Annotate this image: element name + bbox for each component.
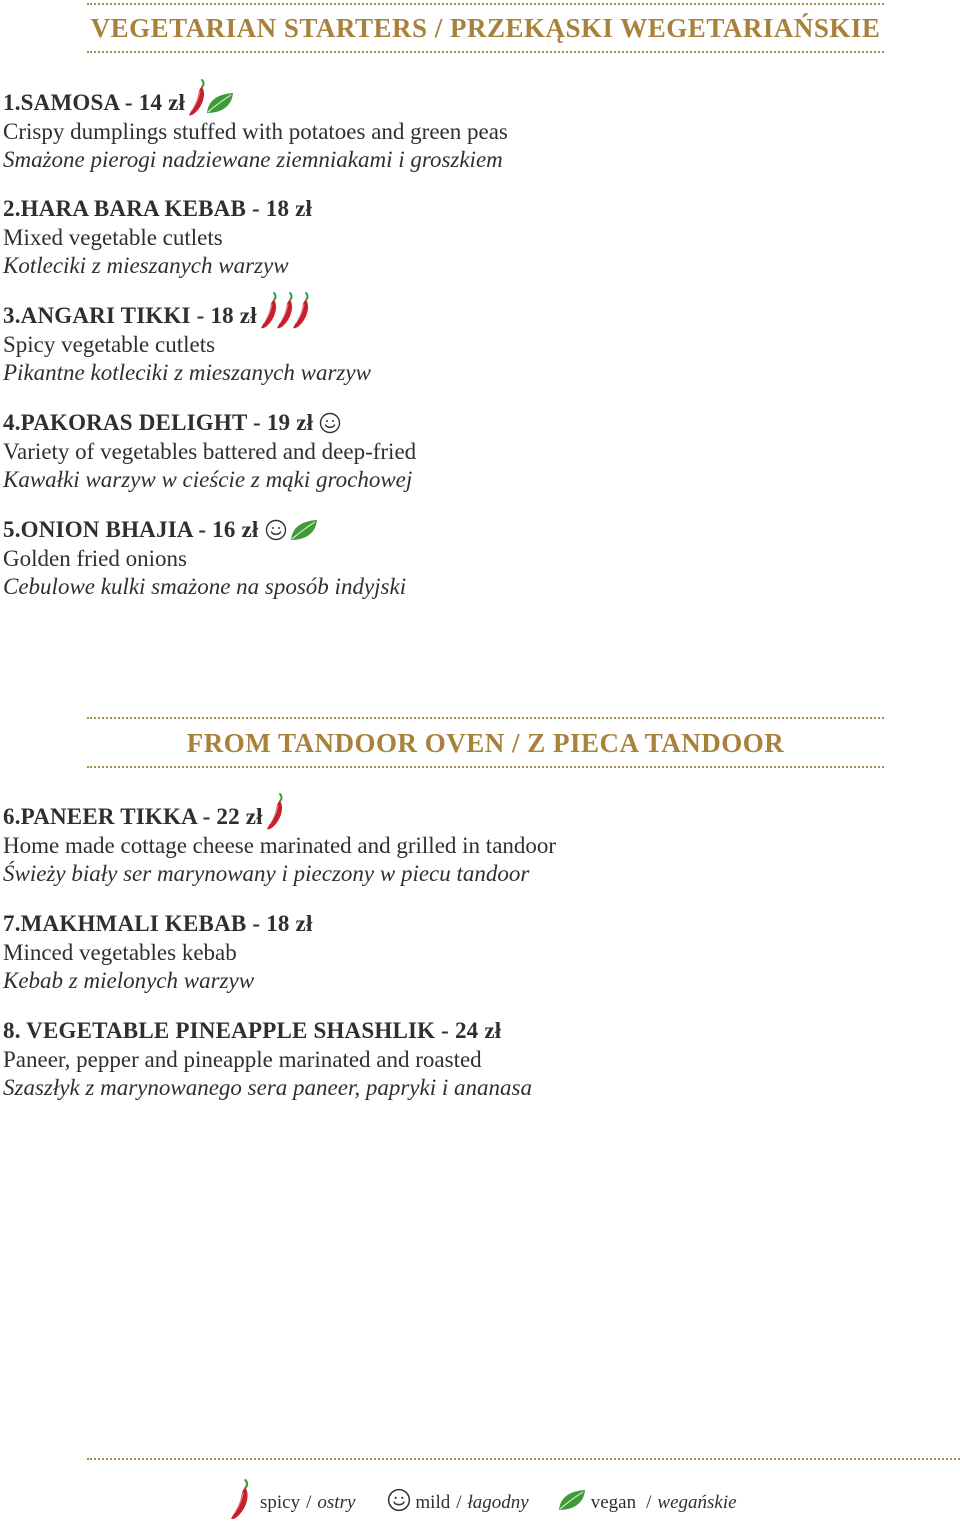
- menu-item: [3, 802, 556, 888]
- chili-icon: [265, 792, 287, 832]
- section-divider: [87, 51, 884, 53]
- menu-item-name: 4.PAKORAS DELIGHT - 19 zł: [3, 410, 314, 435]
- menu-item: [3, 194, 312, 280]
- legend-spicy-pl: ostry: [317, 1492, 356, 1513]
- menu-item-description-en: Minced vegetables kebab: [3, 940, 237, 965]
- menu-item-name-row: [3, 88, 508, 118]
- legend-spicy: [228, 1478, 355, 1528]
- menu-item: [3, 408, 416, 494]
- menu-item-name: 8. VEGETABLE PINEAPPLE SHASHLIK - 24 zł: [3, 1018, 502, 1043]
- menu-item-description-en: Mixed vegetable cutlets: [3, 225, 223, 250]
- section-title-tandoor-oven: FROM TANDOOR OVEN / Z PIECA TANDOOR: [186, 728, 785, 758]
- menu-item-description-en: Variety of vegetables battered and deep-fried: [3, 439, 417, 464]
- legend-divider: [87, 1458, 960, 1460]
- menu-item-description-pl: Kotleciki z mieszanych warzyw: [3, 253, 289, 278]
- legend-mild-en: mild: [415, 1492, 451, 1513]
- legend-mild-pl: łagodny: [467, 1492, 529, 1513]
- legend-vegan-en: vegan: [590, 1492, 637, 1513]
- menu-item-description-pl: Pikantne kotleciki z mieszanych warzyw: [3, 360, 371, 385]
- leaf-icon: [205, 91, 235, 115]
- legend-separator: /: [646, 1492, 652, 1513]
- legend-separator: /: [456, 1492, 462, 1513]
- menu-item-description-pl: Cebulowe kulki smażone na sposób indyjski: [3, 574, 407, 599]
- menu-item-description-en: Home made cottage cheese marinated and grilled in tandoor: [3, 833, 557, 858]
- chili-icon: [228, 1478, 254, 1528]
- section-divider: [87, 766, 884, 768]
- menu-item-name-row: [3, 408, 416, 438]
- legend: [228, 1478, 737, 1528]
- menu-item-icons: [315, 408, 341, 438]
- menu-item: [3, 909, 313, 995]
- section-divider: [87, 3, 884, 5]
- menu-item: [3, 1016, 532, 1102]
- legend-separator: /: [306, 1492, 312, 1513]
- section-title-vegetarian-starters: VEGETARIAN STARTERS / PRZEKĄSKI WEGETARIAŃSKIE: [90, 13, 881, 43]
- menu-item-description-pl: Świeży biały ser marynowany i pieczony w piecu tandoor: [3, 861, 530, 886]
- menu-item-name: 7.MAKHMALI KEBAB - 18 zł: [3, 911, 313, 936]
- menu-item-description-en: Golden fried onions: [3, 546, 187, 571]
- menu-item: [3, 88, 508, 174]
- menu-item-icons: [259, 301, 307, 331]
- menu-item-description-pl: Kawałki warzyw w cieście z mąki grochowej: [3, 467, 413, 492]
- leaf-icon: [289, 518, 319, 542]
- menu-item-name: 5.ONION BHAJIA - 16 zł: [3, 517, 259, 542]
- menu-item-name-row: [3, 194, 312, 224]
- menu-item-description-en: Crispy dumplings stuffed with potatoes and green peas: [3, 119, 508, 144]
- menu-item-name-row: [3, 802, 556, 832]
- menu-item-description-en: Spicy vegetable cutlets: [3, 332, 216, 357]
- legend-vegan-pl: wegańskie: [657, 1492, 737, 1513]
- smiley-icon: [265, 519, 287, 541]
- menu-item: [3, 515, 406, 601]
- menu-item-name-row: [3, 909, 313, 939]
- menu-item-name: 2.HARA BARA KEBAB - 18 zł: [3, 196, 313, 221]
- menu-item-name: 6.PANEER TIKKA - 22 zł: [3, 804, 263, 829]
- smiley-icon: [387, 1488, 411, 1518]
- menu-item-icons: [265, 802, 281, 832]
- menu-item-description-pl: Szaszłyk z marynowanego sera paneer, papryki i ananasa: [3, 1075, 532, 1100]
- chili-icon: [291, 291, 313, 331]
- menu-item: [3, 301, 371, 387]
- menu-item-icons: [261, 515, 319, 545]
- section-divider: [87, 717, 884, 719]
- legend-vegan: [557, 1488, 737, 1518]
- menu-item-name: 1.SAMOSA - 14 zł: [3, 90, 186, 115]
- legend-spicy-en: spicy: [260, 1492, 301, 1513]
- menu-item-icons: [187, 88, 235, 118]
- smiley-icon: [319, 412, 341, 434]
- menu-item-description-pl: Kebab z mielonych warzyw: [3, 968, 255, 993]
- menu-item-name-row: [3, 515, 406, 545]
- menu-item-description-en: Paneer, pepper and pineapple marinated and roasted: [3, 1047, 482, 1072]
- leaf-icon: [557, 1488, 587, 1518]
- menu-item-name-row: [3, 301, 371, 331]
- menu-item-name-row: [3, 1016, 532, 1046]
- menu-item-description-pl: Smażone pierogi nadziewane ziemniakami i groszkiem: [3, 147, 503, 172]
- menu-item-name: 3.ANGARI TIKKI - 18 zł: [3, 303, 257, 328]
- legend-mild: [387, 1488, 528, 1518]
